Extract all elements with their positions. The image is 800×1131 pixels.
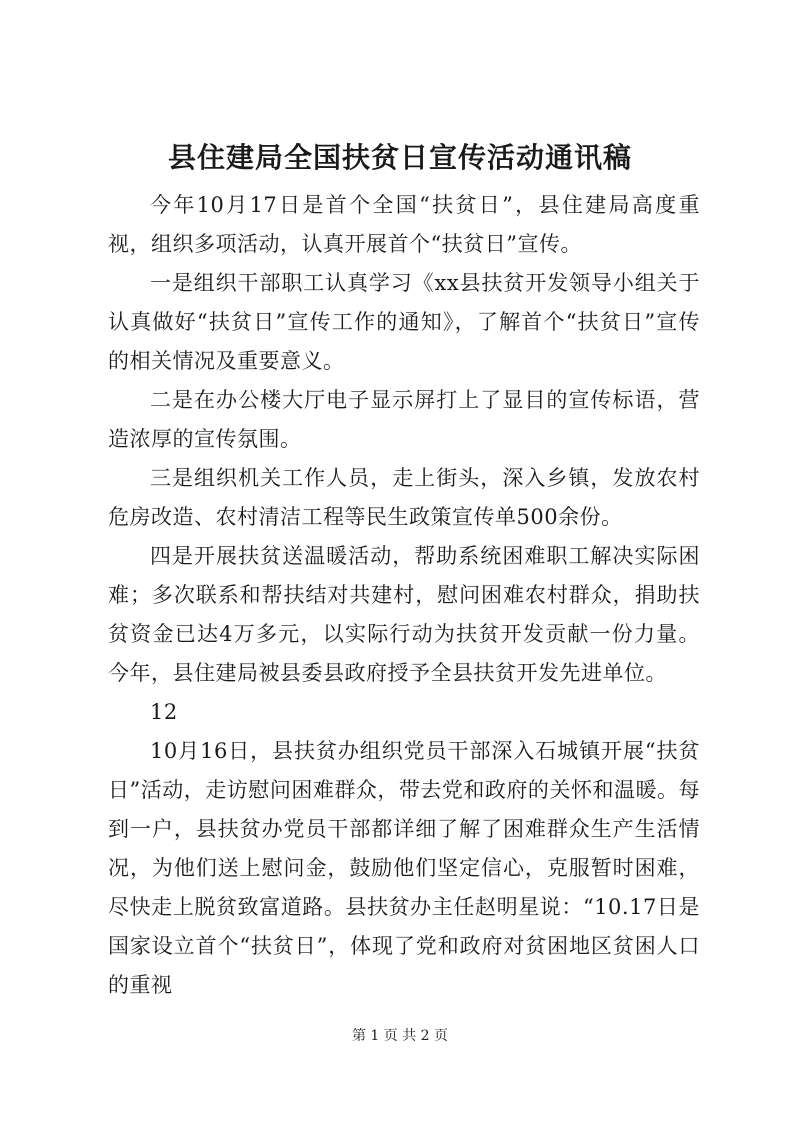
document-title: 县住建局全国扶贫日宣传活动通讯稿 [167, 141, 632, 174]
paragraph-point-three: 三是组织机关工作人员，走上街头，深入乡镇，发放农村危房改造、农村清洁工程等民生政策宣传单500余份。 [108, 466, 700, 529]
paragraph-point-two: 二是在办公楼大厅电子显示屏打上了显目的宣传标语，营造浓厚的宣传氛围。 [108, 388, 700, 451]
paragraph-point-one: 一是组织干部职工认真学习《xx县扶贫开发领导小组关于认真做好“扶贫日”宣传工作的通知》，了解首个“扶贫日”宣传的相关情况及重要意义。 [108, 271, 700, 373]
paragraph-visit-report: 10月16日，县扶贫办组织党员干部深入石城镇开展“扶贫日”活动，走访慰问困难群众，带去党和政府的关怀和温暖。每到一户，县扶贫办党员干部都详细了解了困难群众生产生活情况，为他们送上慰问金，鼓励他们坚定信心，克服暂时困难，尽快走上脱贫致富道路。县扶贫办主任赵明星说：“10.17日是国家设立首个“扶贫日”，体现了党和政府对贫困地区贫困人口的重视 [108, 739, 700, 997]
document-body [108, 186, 700, 1005]
paragraph-intro: 今年10月17日是首个全国“扶贫日”，县住建局高度重视，组织多项活动，认真开展首个“扶贫日”宣传。 [108, 193, 700, 256]
paragraph-point-four: 四是开展扶贫送温暖活动，帮助系统困难职工解决实际困难；多次联系和帮扶结对共建村，慰问困难农村群众，捐助扶贫资金已达4万多元，以实际行动为扶贫开发贡献一份力量。今年，县住建局被县委县政府授予全县扶贫开发先进单位。 [108, 544, 700, 685]
paragraph-number: 12 [150, 700, 178, 724]
page-footer: 第 1 页 共 2 页 [351, 1028, 449, 1044]
